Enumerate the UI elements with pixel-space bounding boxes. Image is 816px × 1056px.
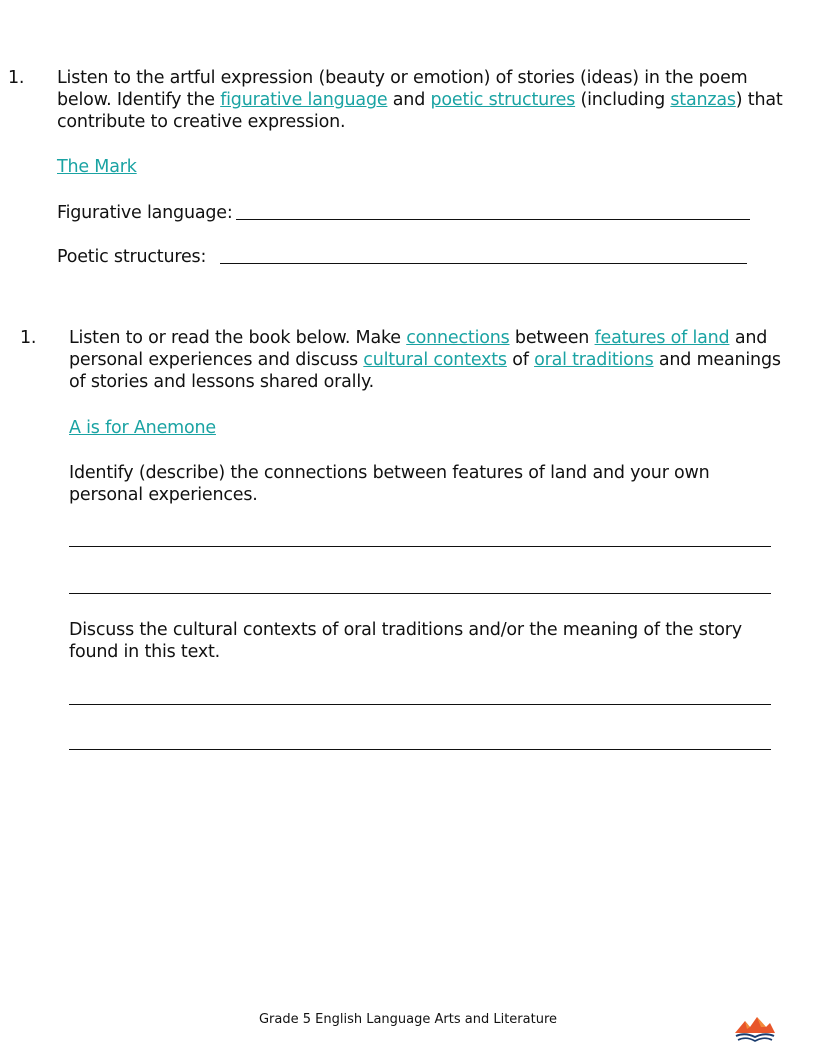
stanzas-link[interactable]: stanzas	[670, 90, 736, 110]
item-number: 1.	[20, 328, 37, 348]
page-footer: Grade 5 English Language Arts and Literature	[258, 1012, 558, 1027]
poetic-structures-answer-line[interactable]	[220, 263, 747, 264]
features-of-land-link[interactable]: features of land	[594, 328, 730, 348]
item-number: 1.	[8, 68, 25, 88]
instruction-text: Listen to the artful expression (beauty or emotion) of stories (ideas) in the poem below. Identify the	[57, 68, 748, 110]
instruction-text: and	[387, 90, 431, 110]
instruction-text: ) that contribute to creative expression.	[57, 90, 783, 132]
poetic-structures-link[interactable]: poetic structures	[430, 90, 576, 110]
a-is-for-anemone-link[interactable]: A is for Anemone	[69, 418, 216, 438]
instruction-text: and meanings of stories and lessons shared orally.	[69, 350, 781, 392]
figurative-language-answer-line[interactable]	[236, 219, 750, 220]
mountain-book-logo-icon	[733, 1013, 777, 1045]
connections-prompt: Identify (describe) the connections between features of land and your own personal experiences.	[69, 463, 710, 505]
cultural-contexts-prompt: Discuss the cultural contexts of oral traditions and/or the meaning of the story found in this text.	[69, 620, 742, 662]
poetic-structures-label: Poetic structures:	[57, 247, 207, 267]
instruction-text: of	[506, 350, 535, 370]
cultural-contexts-link[interactable]: cultural contexts	[363, 350, 507, 370]
section-1-instructions	[57, 67, 807, 133]
instruction-text: (including	[575, 90, 671, 110]
oral-traditions-link[interactable]: oral traditions	[534, 350, 654, 370]
figurative-language-link[interactable]: figurative language	[220, 90, 388, 110]
section-2-instructions	[69, 327, 799, 393]
instruction-text: between	[509, 328, 595, 348]
connections-answer-line[interactable]	[69, 546, 771, 547]
connections-answer-line[interactable]	[69, 593, 771, 594]
cultural-answer-line[interactable]	[69, 704, 771, 705]
cultural-answer-line[interactable]	[69, 749, 771, 750]
instruction-text: Listen to or read the book below. Make	[69, 328, 407, 348]
instruction-text: and personal experiences and discuss	[69, 328, 768, 370]
connections-link[interactable]: connections	[406, 328, 510, 348]
figurative-language-label: Figurative language:	[57, 203, 233, 223]
the-mark-link[interactable]: The Mark	[57, 157, 137, 177]
